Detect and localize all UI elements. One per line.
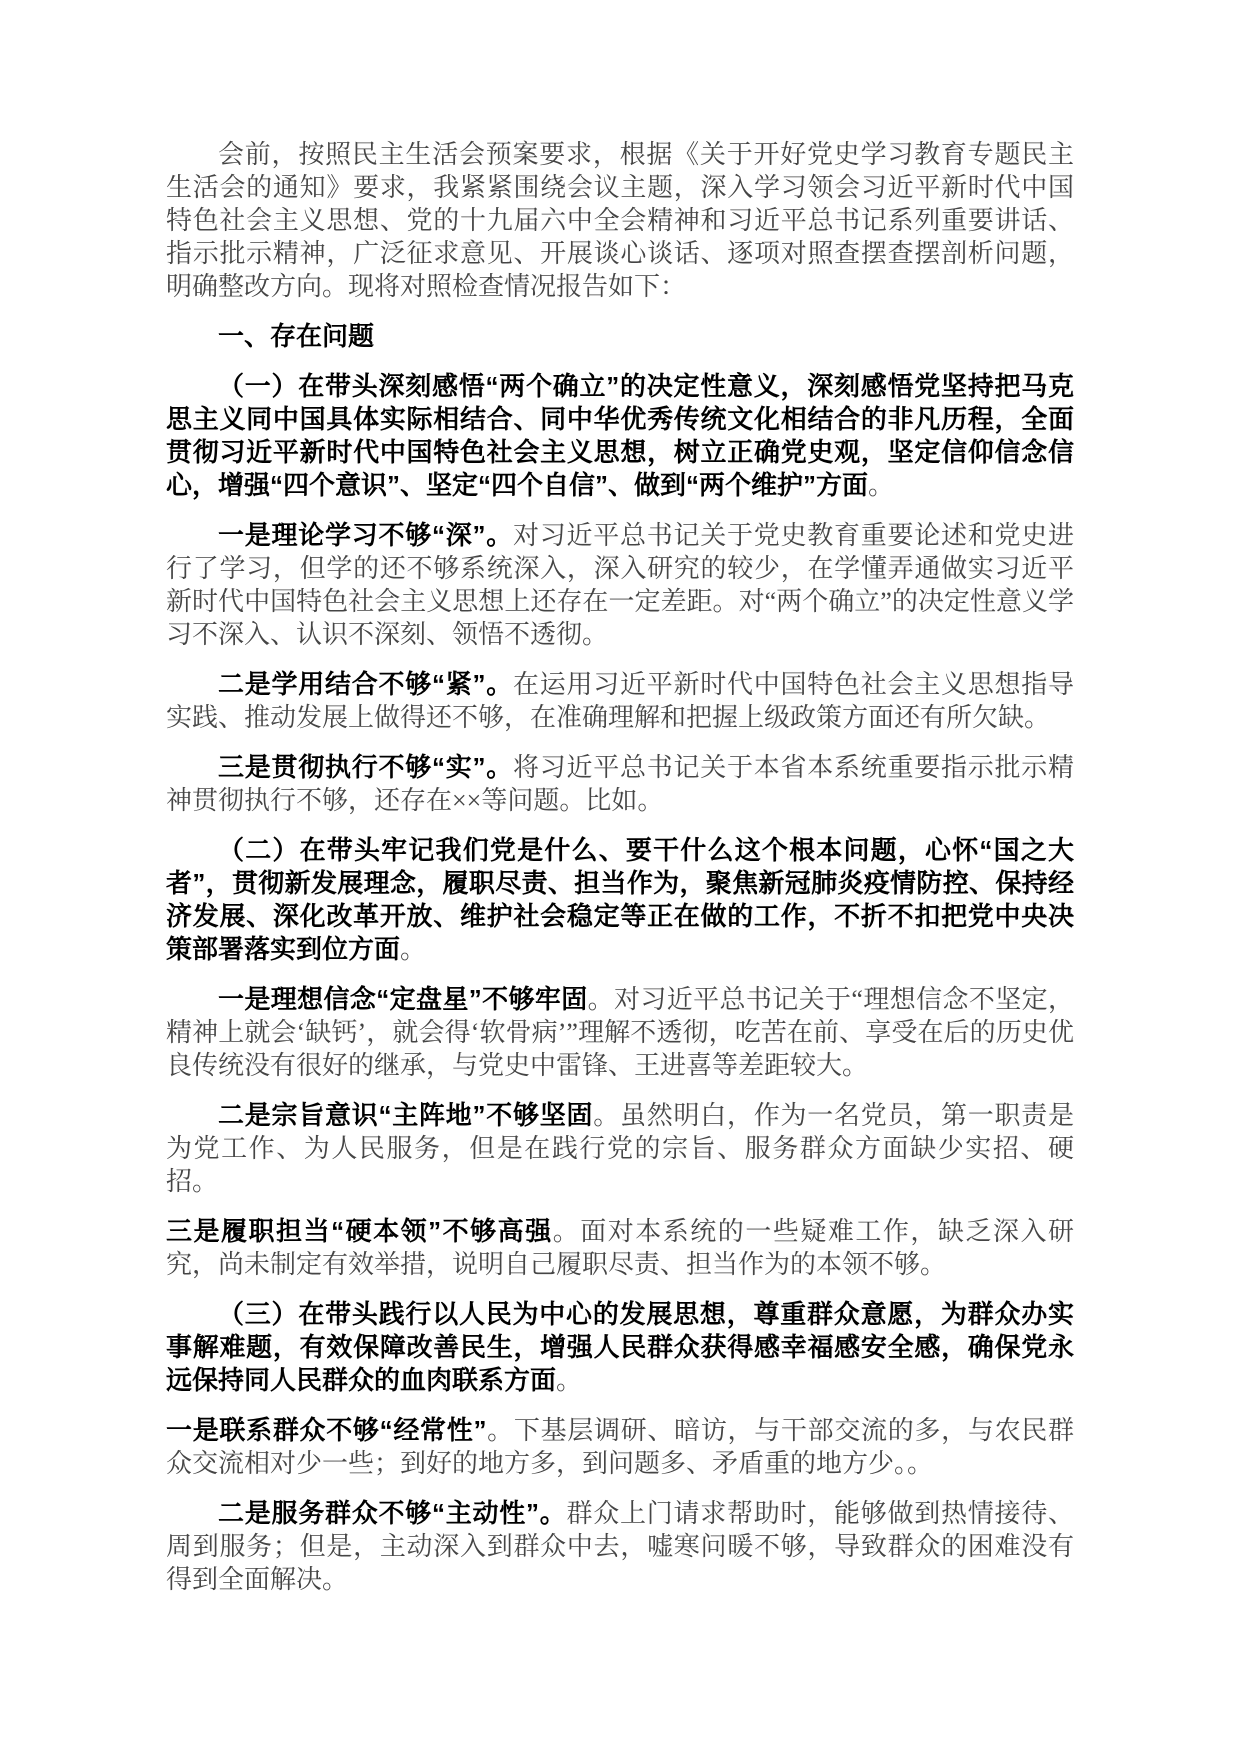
section-2-item-3 (166, 1215, 1074, 1281)
heading-problems (166, 320, 1074, 353)
paragraph-text: 。对习近平总书记关于“理想信念不坚定，精神上就会‘缺钙’，就会得‘软骨病’”理解不透彻，吃苦在前、享受在后的历史优良传统没有很好的继承，与党史中雷锋、王进喜等差距较大。 (166, 985, 1074, 1080)
section-1-item-1 (166, 519, 1074, 651)
paragraph-text: 。 (556, 1366, 583, 1395)
item-lead-text: 二是学用结合不够“紧”。 (218, 669, 513, 699)
section-title-text: （一）在带头深刻感悟“两个确立”的决定性意义，深刻感悟党坚持把马克思主义同中国具体实际相结合、同中华优秀传统文化相结合的非凡历程，全面贯彻习近平新时代中国特色社会主义思想，树立正确党史观，坚定信仰信念信心，增强“四个意识”、坚定“四个自信”、做到“两个维护”方面 (166, 371, 1074, 500)
item-lead-text: 三是履职担当“硬本领”不够高强 (166, 1216, 553, 1246)
section-3-lead (166, 1298, 1074, 1397)
document-body (166, 138, 1074, 1596)
section-1-item-2 (166, 668, 1074, 734)
section-title-text: （二）在带头牢记我们党是什么、要干什么这个根本问题，心怀“国之大者”，贯彻新发展理念，履职尽责、担当作为，聚焦新冠肺炎疫情防控、保持经济发展、深化改革开放、维护社会稳定等正在做的工作，不折不扣把党中央决策部署落实到位方面 (166, 835, 1074, 964)
item-lead-text: 一是理想信念“定盘星”不够牢固 (218, 984, 588, 1014)
section-2-item-2 (166, 1099, 1074, 1198)
section-2-lead (166, 834, 1074, 966)
paragraph-text: 。 (868, 471, 895, 500)
section-title-text: （三）在带头践行以人民为中心的发展思想，尊重群众意愿，为群众办实事解难题，有效保障改善民生，增强人民群众获得感幸福感安全感，确保党永远保持同人民群众的血肉联系方面 (166, 1299, 1074, 1395)
heading-text: 一、存在问题 (218, 321, 375, 351)
paragraph-text: 。下基层调研、暗访，与干部交流的多，与农民群众交流相对少一些；到好的地方多，到问题多、矛盾重的地方少。。 (166, 1416, 1074, 1478)
paragraph-text: 。 (400, 935, 427, 964)
section-2-item-1 (166, 983, 1074, 1082)
section-1-item-3 (166, 751, 1074, 817)
paragraph-text: 。虽然明白，作为一名党员，第一职责是为党工作、为人民服务，但是在践行党的宗旨、服务群众方面缺少实招、硬招。 (166, 1101, 1074, 1196)
opening-paragraph (166, 138, 1074, 303)
paragraph-text: 群众上门请求帮助时，能够做到热情接待、周到服务；但是，主动深入到群众中去，嘘寒问暖不够，导致群众的困难没有得到全面解决。 (166, 1499, 1074, 1594)
section-3-item-1 (166, 1414, 1074, 1480)
paragraph-text: 在运用习近平新时代中国特色社会主义思想指导实践、推动发展上做得还不够，在准确理解和把握上级政策方面还有所欠缺。 (166, 670, 1074, 732)
section-3-item-2 (166, 1497, 1074, 1596)
paragraph-text: 对习近平总书记关于党史教育重要论述和党史进行了学习，但学的还不够系统深入，深入研究的较少，在学懂弄通做实习近平新时代中国特色社会主义思想上还存在一定差距。对“两个确立”的决定性意义学习不深入、认识不深刻、领悟不透彻。 (166, 521, 1074, 649)
paragraph-text: 会前，按照民主生活会预案要求，根据《关于开好党史学习教育专题民主生活会的通知》要求，我紧紧围绕会议主题，深入学习领会习近平新时代中国特色社会主义思想、党的十九届六中全会精神和习近平总书记系列重要讲话、指示批示精神，广泛征求意见、开展谈心谈话、逐项对照查摆查摆剖析问题，明确整改方向。现将对照检查情况报告如下： (166, 140, 1074, 301)
item-lead-text: 一是理论学习不够“深”。 (218, 520, 513, 550)
section-1-lead (166, 370, 1074, 502)
paragraph-text: 将习近平总书记关于本省本系统重要指示批示精神贯彻执行不够，还存在××等问题。比如。 (166, 753, 1074, 815)
item-lead-text: 二是宗旨意识“主阵地”不够坚固 (218, 1100, 594, 1130)
item-lead-text: 三是贯彻执行不够“实”。 (218, 752, 513, 782)
paragraph-text: 。面对本系统的一些疑难工作，缺乏深入研究，尚未制定有效举措，说明自己履职尽责、担当作为的本领不够。 (166, 1217, 1074, 1279)
item-lead-text: 一是联系群众不够“经常性” (166, 1415, 487, 1445)
item-lead-text: 二是服务群众不够“主动性”。 (218, 1498, 567, 1528)
